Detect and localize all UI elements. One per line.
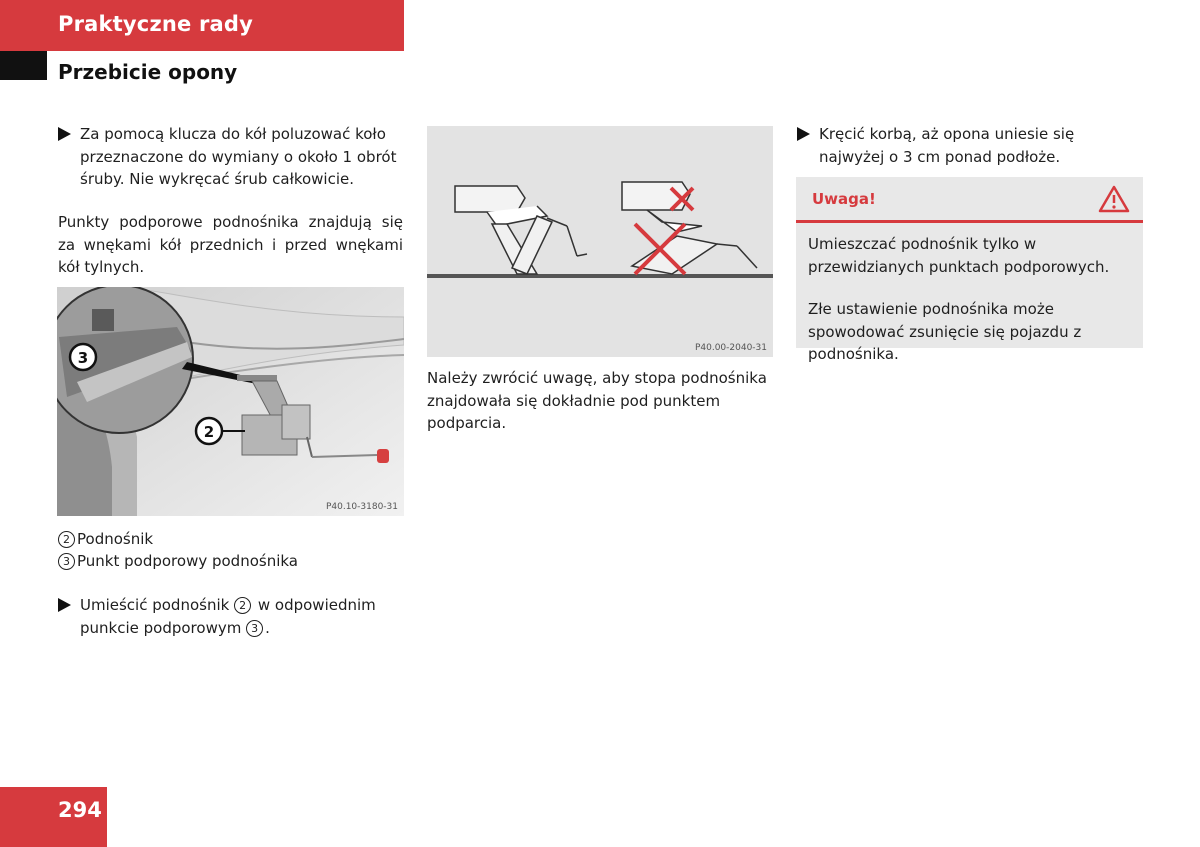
figure-code: P40.00-2040-31 xyxy=(694,343,767,353)
step-text-part: Umieścić podnośnik xyxy=(80,596,230,614)
page-title: Przebicie opony xyxy=(58,60,238,84)
callout-3-label: 3 xyxy=(77,349,89,367)
section-title: Praktyczne rady xyxy=(58,12,254,36)
callout-3 xyxy=(70,344,96,370)
step-text: Za pomocą klucza do kół poluzować koło przeznaczone do wymiany o około 1 obrót śruby. Nie wykręcać śrub całkowicie. xyxy=(80,125,397,188)
figure-caption: Należy zwrócić uwagę, aby stopa podnośnika znajdowała się dokładnie pod punktem podparcia. xyxy=(427,369,767,432)
jack-foot-illustration xyxy=(427,126,773,357)
step-place-jack xyxy=(58,594,388,639)
step-crank-jack xyxy=(797,123,1143,168)
legend-text: Podnośnik xyxy=(77,530,154,548)
legend-item xyxy=(58,550,298,573)
step-arrow-icon xyxy=(58,598,71,612)
step-text-part: w odpowiednim punkcie podporowym xyxy=(80,596,376,637)
step-arrow-icon xyxy=(58,127,71,141)
warning-label: Uwaga! xyxy=(812,190,876,208)
jack-points-paragraph: Punkty podporowe podnośnika znajdują się za wnękami kół przednich i przed wnękami kół tylnych. xyxy=(58,213,403,276)
warning-box xyxy=(796,177,1143,363)
legend-number: 3 xyxy=(58,553,75,570)
step-loosen-bolts xyxy=(58,123,398,191)
figure-code: P40.10-3180-31 xyxy=(325,502,398,512)
section-marker xyxy=(0,51,47,80)
legend-item xyxy=(58,528,153,551)
step-arrow-icon xyxy=(797,127,810,141)
step-text xyxy=(80,594,388,639)
warning-triangle-icon xyxy=(1098,185,1130,213)
step-text: Kręcić korbą, aż opona uniesie się najwyżej o 3 cm ponad podłoże. xyxy=(819,125,1075,166)
step-text-end: . xyxy=(265,618,270,637)
legend-number: 2 xyxy=(58,531,75,548)
legend-text: Punkt podporowy podnośnika xyxy=(77,552,298,570)
warning-header xyxy=(796,177,1143,223)
ref-number: 2 xyxy=(234,597,251,614)
jack-foot-figure xyxy=(427,126,773,357)
jack-placement-illustration xyxy=(57,287,404,516)
page-number: 294 xyxy=(58,798,102,822)
warning-text: Umieszczać podnośnik tylko w przewidzianych punktach podporowych. xyxy=(808,235,1110,276)
callout-2-label: 2 xyxy=(203,423,215,441)
warning-text: Złe ustawienie podnośnika może spowodować zsunięcie się pojazdu z podnośnika. xyxy=(808,300,1082,363)
ref-number: 3 xyxy=(246,620,263,637)
jack-placement-figure xyxy=(57,287,404,516)
